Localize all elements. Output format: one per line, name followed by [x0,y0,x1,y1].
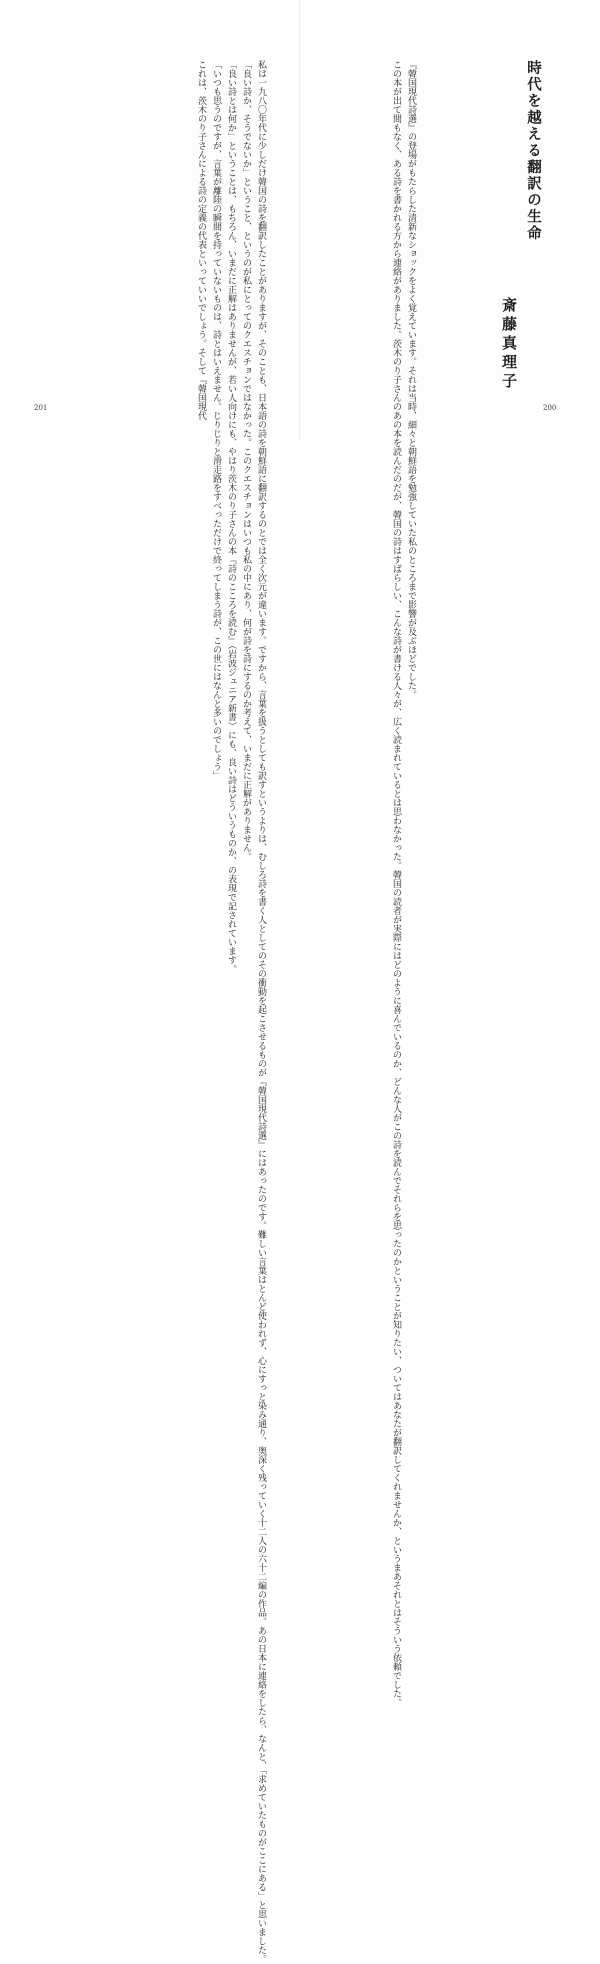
left-paragraph: これは、茨木のり子さんによる詩の定義の代表といっていいでしょう。そして『韓国現代 [196,60,206,420]
left-page-number: 201 [34,404,48,412]
right-paragraph: この本が出て間もなく、ある詩を書かれる方から連絡がありました。茨木のり子さんのあの本を読んだのだが、韓国の詩はすばらしい、こんな詩が書ける人々が、広く読まれているとは思わなかった。韓国の読者が実際にはどのように喜んでいるのか、どんな人がこの詩を読んでそれらを思ったのかということが知りたい、ついてはあなたが翻訳してくれませんか、というまあそれとはそういう依頼でした。 [391,60,401,1707]
left-paragraph: 「良い詩とは何か」ということは、もちろん、いまだに正解はありませんが、若い人向けにも、やはり茨木のり子さんの本『詩のこころを読む』（岩波ジュニア新書）にも、良い詩はどういうものか、の表現で記されています。 [226,60,236,974]
right-page-body [322,60,418,1707]
right-paragraph: 『韓国現代詩選』の登場がもたらした清新なショックをよく覚えています。それは当時、細々と朝鮮語を勉強していた私のところまで影響が及ぶほどでした。 [406,60,416,699]
right-page-number: 200 [543,404,557,412]
left-paragraph: 「いつも思うのですが、言葉が離陸の瞬間を持っていないものは、詩とはいえません。じりじりと滑走路をすべっただけで終ってしまう詩が、この世にはなんと多いのでしょう」 [211,60,221,780]
chapter-title: 時代を越える翻訳の生命 [525,60,542,242]
left-page-body [46,60,268,1964]
author-name: 斎藤真理子 [500,297,518,392]
left-paragraph: 私は一九八〇年代に少しだけ韓国の詩を翻訳したことがありますが、そのことも、日本語の詩を朝鮮語に翻訳するのとでは全く次元が違います。ですから、言葉を扱うとしても訳すというよりは、むしろ詩を書く人としてのその衝動を起こさせるものが『韓国現代詩選』にはあったのです。難しい言葉はとんど使われず、心にすっと染み通り、奥深く残っていく十二人の六十二編の作品。あの日本に連絡をしたら、なんと、「求めていたものがここにある」と思いました。 [256,60,266,1964]
left-paragraph: 「良い詩か、そうでないか」ということ、というのが私にとってのクエスチョンではなかった。このクエスチョンはいつも私の中にあり、何が詩を詩にするのか考えて、いまだに正解がありません。 [241,60,251,861]
